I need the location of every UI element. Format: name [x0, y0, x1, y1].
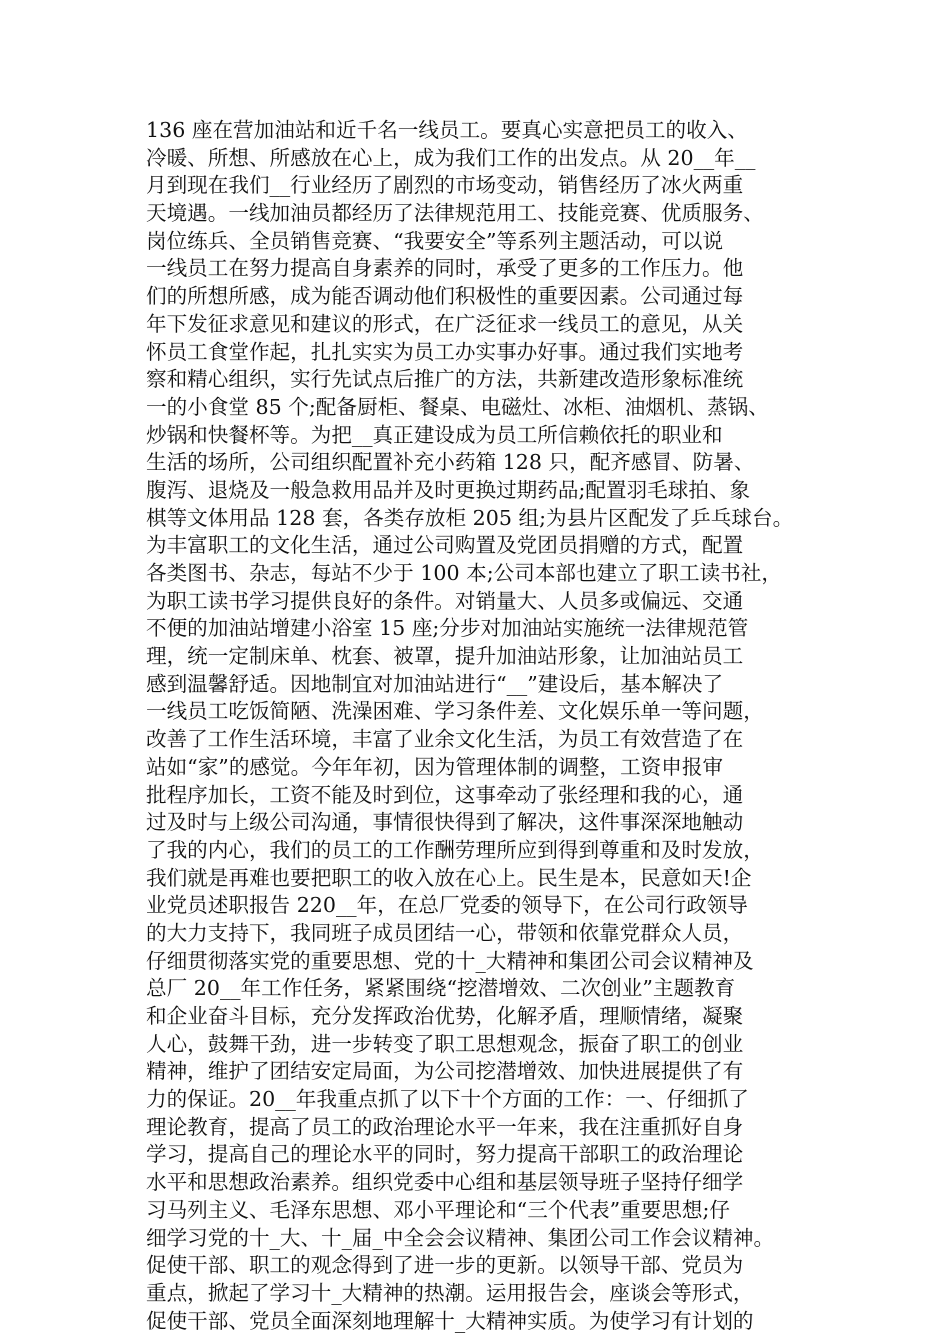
- text-line: 感到温馨舒适。因地制宜对加油站进行“__”建设后，基本解决了: [146, 671, 724, 696]
- text-line: 总厂 20__年工作任务，紧紧围绕“挖潜增效、二次创业”主题教育: [146, 976, 736, 1001]
- text-line: 察和精心组织，实行先试点后推广的方法，共新建改造形象标准统: [146, 367, 744, 392]
- text-line: 促使干部、职工的观念得到了进一步的更新。以领导干部、党员为: [146, 1253, 744, 1278]
- text-line: 炒锅和快餐杯等。为把__真正建设成为员工所信赖依托的职业和: [146, 422, 723, 447]
- text-line: 业党员述职报告 220__年，在总厂党委的领导下，在公司行政领导: [146, 893, 748, 918]
- text-line: 生活的场所，公司组织配置补充小药箱 128 只，配齐感冒、防暑、: [146, 450, 755, 475]
- text-line: 重点，掀起了学习十_大精神的热潮。运用报告会，座谈会等形式，: [146, 1280, 754, 1305]
- text-line: 和企业奋斗目标，充分发挥政治优势，化解矛盾，理顺情绪，凝聚: [146, 1004, 744, 1028]
- text-line: 习马列主义、毛泽东思想、邓小平理论和“三个代表”重要思想;仔: [146, 1197, 731, 1222]
- body-text: [146, 117, 818, 1335]
- text-line: 怀员工食堂作起，扎扎实实为员工办实事办好事。通过我们实地考: [146, 339, 744, 364]
- text-line: 一的小食堂 85 个;配备厨柜、餐桌、电磁灶、冰柜、油烟机、蒸锅、: [146, 394, 769, 419]
- text-line: 各类图书、杂志，每站不少于 100 本;公司本部也建立了职工读书社，: [146, 561, 782, 585]
- text-line: 批程序加长，工资不能及时到位，这事牵动了张经理和我的心，通: [146, 782, 744, 807]
- text-line: 为丰富职工的文化生活，通过公司购置及党团员捐赠的方式，配置: [146, 533, 744, 558]
- text-line: 的大力支持下，我同班子成员团结一心，带领和依靠党群众人员，: [146, 920, 744, 945]
- text-line: 一线员工在努力提高自身素养的同时，承受了更多的工作压力。他: [146, 256, 744, 281]
- text-line: 一线员工吃饭简陋、洗澡困难、学习条件差、文化娱乐单一等问题，: [146, 699, 764, 724]
- text-line: 人心，鼓舞干劲，进一步转变了职工思想观念，振奋了职工的创业: [146, 1031, 744, 1056]
- text-line: 改善了工作生活环境，丰富了业余文化生活，为员工有效营造了在: [146, 727, 744, 752]
- text-line: 棋等文体用品 128 套，各类存放柜 205 组;为县片区配发了乒乓球台。: [146, 505, 794, 530]
- text-line: 为职工读书学习提供良好的条件。对销量大、人员多或偏远、交通: [146, 588, 744, 613]
- text-line: 精神，维护了团结安定局面，为公司挖潜增效、加快进展提供了有: [146, 1059, 744, 1084]
- text-line: 不便的加油站增建小浴室 15 座;分步对加油站实施统一法律规范管: [146, 616, 749, 641]
- text-line: 过及时与上级公司沟通，事情很快得到了解决，这件事深深地触动: [146, 810, 744, 835]
- text-line: 们的所想所感，成为能否调动他们积极性的重要因素。公司通过每: [146, 284, 744, 309]
- text-line: 136 座在营加油站和近千名一线员工。要真心实意把员工的收入、: [146, 118, 748, 142]
- text-line: 仔细贯彻落实党的重要思想、党的十_大精神和集团公司会议精神及: [146, 948, 754, 973]
- text-line: 站如“家”的感觉。今年年初，因为管理体制的调整，工资申报审: [146, 754, 724, 779]
- text-line: 岗位练兵、全员销售竞赛、“我要安全”等系列主题活动，可以说: [146, 228, 724, 253]
- text-line: 月到现在我们__行业经历了剧烈的市场变动，销售经历了冰火两重: [146, 173, 744, 198]
- text-line: 腹泻、退烧及一般急救用品并及时更换过期药品;配置羽毛球拍、象: [146, 477, 751, 502]
- text-line: 水平和思想政治素养。组织党委中心组和基层领导班子坚持仔细学: [146, 1170, 744, 1195]
- text-line: 细学习党的十_大、十_届_中全会会议精神、集团公司工作会议精神。: [146, 1225, 775, 1250]
- text-line: 冷暖、所想、所感放在心上，成为我们工作的出发点。从 20__年__: [146, 145, 756, 170]
- text-line: 理论教育，提高了员工的政治理论水平一年来，我在注重抓好自身: [146, 1114, 744, 1139]
- text-line: 力的保证。20__年我重点抓了以下十个方面的工作：一、仔细抓了: [146, 1087, 749, 1112]
- text-line: 天境遇。一线加油员都经历了法律规范用工、技能竞赛、优质服务、: [146, 201, 764, 226]
- text-line: 学习，提高自己的理论水平的同时，努力提高干部职工的政治理论: [146, 1142, 744, 1167]
- text-line: 理，统一定制床单、枕套、被罩，提升加油站形象，让加油站员工: [146, 644, 744, 669]
- text-line: 促使干部、党员全面深刻地理解十_大精神实质。为使学习有计划的: [146, 1308, 754, 1333]
- text-line: 我们就是再难也要把职工的收入放在心上。民生是本，民意如天!企: [146, 865, 752, 890]
- text-line: 了我的内心，我们的员工的工作酬劳理所应到得到尊重和及时发放，: [146, 837, 764, 862]
- text-line: 年下发征求意见和建议的形式，在广泛征求一线员工的意见，从关: [146, 311, 744, 336]
